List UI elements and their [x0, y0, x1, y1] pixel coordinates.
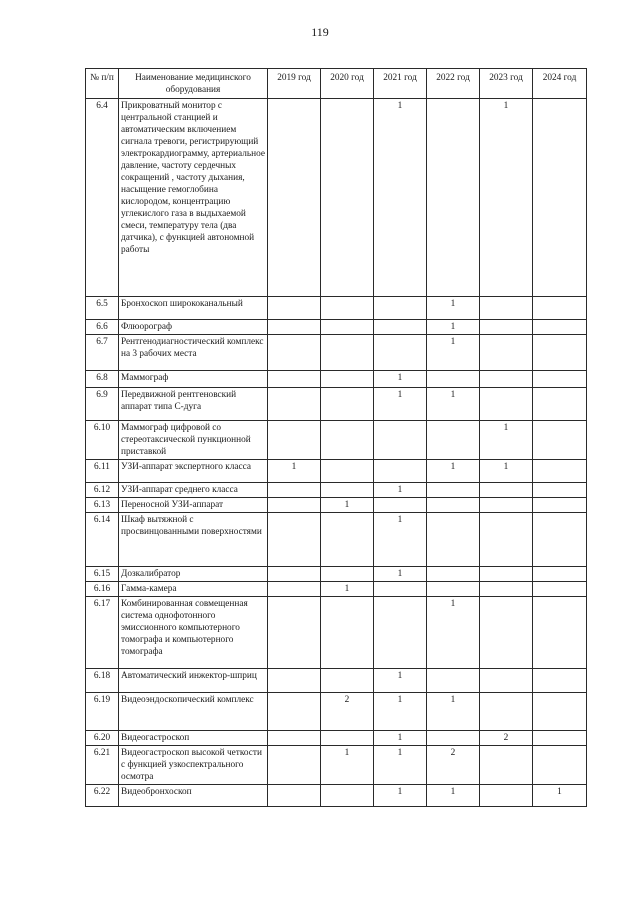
year-value: 1: [374, 785, 427, 807]
year-value: 1: [374, 371, 427, 388]
year-value: [374, 460, 427, 483]
year-value: [268, 731, 321, 746]
table-header-row: [86, 69, 587, 99]
table-row: [86, 693, 587, 731]
header-cell: Наименование медицинского оборудования: [119, 69, 268, 99]
header-cell: № п/п: [86, 69, 119, 99]
year-value: 2: [321, 693, 374, 731]
year-value: [268, 371, 321, 388]
row-number: 6.14: [86, 513, 119, 567]
year-value: [268, 669, 321, 693]
equipment-name: Бронхоскоп ширококанальный: [119, 297, 268, 320]
table-row: [86, 669, 587, 693]
header-cell: 2022 год: [427, 69, 480, 99]
year-value: 1: [427, 597, 480, 669]
equipment-name: Переносной УЗИ-аппарат: [119, 498, 268, 513]
year-value: [533, 483, 587, 498]
year-value: 1: [374, 483, 427, 498]
year-value: [427, 498, 480, 513]
year-value: [480, 513, 533, 567]
header-cell: 2021 год: [374, 69, 427, 99]
year-value: [480, 785, 533, 807]
year-value: [321, 669, 374, 693]
table-row: [86, 388, 587, 421]
equipment-name: Рентгенодиагностический комплекс на 3 рабочих места: [119, 335, 268, 371]
row-number: 6.4: [86, 99, 119, 297]
year-value: 1: [427, 388, 480, 421]
year-value: [268, 320, 321, 335]
equipment-name: Передвижной рентгеновский аппарат типа С-дуга: [119, 388, 268, 421]
equipment-name: Флюорограф: [119, 320, 268, 335]
header-cell: 2020 год: [321, 69, 374, 99]
row-number: 6.20: [86, 731, 119, 746]
year-value: [480, 498, 533, 513]
equipment-name: Прикроватный монитор с центральной станцией и автоматическим включением сигнала тревоги, регистрирующий электрокардиограмму, артериальное давление, частоту сердечных сокращений , частоту дыхания, насыщение гемоглобина кислородом, концентрацию углекислого газа в выдыхаемой смеси, температуру тела (два датчика), с функцией автономной работы: [119, 99, 268, 297]
year-value: 1: [480, 460, 533, 483]
row-number: 6.18: [86, 669, 119, 693]
year-value: [533, 99, 587, 297]
year-value: 1: [374, 99, 427, 297]
year-value: [533, 371, 587, 388]
header-cell: 2019 год: [268, 69, 321, 99]
year-value: [268, 421, 321, 460]
year-value: [480, 335, 533, 371]
year-value: [533, 498, 587, 513]
table-row: [86, 371, 587, 388]
page-number: 119: [311, 25, 329, 39]
year-value: [427, 731, 480, 746]
year-value: [427, 567, 480, 582]
year-value: [268, 388, 321, 421]
year-value: 2: [480, 731, 533, 746]
year-value: [480, 483, 533, 498]
year-value: [480, 297, 533, 320]
year-value: [480, 746, 533, 785]
year-value: [321, 731, 374, 746]
year-value: [321, 99, 374, 297]
row-number: 6.17: [86, 597, 119, 669]
year-value: [374, 421, 427, 460]
year-value: 2: [427, 746, 480, 785]
year-value: [321, 388, 374, 421]
table-row: [86, 320, 587, 335]
year-value: [321, 785, 374, 807]
year-value: [268, 513, 321, 567]
year-value: 1: [427, 785, 480, 807]
year-value: [374, 320, 427, 335]
year-value: [533, 731, 587, 746]
year-value: [533, 388, 587, 421]
year-value: [321, 335, 374, 371]
year-value: [533, 597, 587, 669]
equipment-name: УЗИ-аппарат среднего класса: [119, 483, 268, 498]
equipment-name: Видеогастроскоп высокой четкости с функцией узкоспектрального осмотра: [119, 746, 268, 785]
year-value: 1: [374, 693, 427, 731]
year-value: 1: [374, 746, 427, 785]
year-value: [427, 483, 480, 498]
year-value: [533, 567, 587, 582]
year-value: [268, 99, 321, 297]
year-value: 1: [533, 785, 587, 807]
table-row: [86, 335, 587, 371]
equipment-name: Маммограф: [119, 371, 268, 388]
equipment-name: Видеоэндоскопический комплекс: [119, 693, 268, 731]
table-row: [86, 513, 587, 567]
table-row: [86, 421, 587, 460]
year-value: [321, 513, 374, 567]
row-number: 6.16: [86, 582, 119, 597]
year-value: [533, 335, 587, 371]
row-number: 6.13: [86, 498, 119, 513]
year-value: [268, 785, 321, 807]
year-value: [268, 746, 321, 785]
table-row: [86, 483, 587, 498]
year-value: [480, 567, 533, 582]
year-value: 1: [480, 99, 533, 297]
year-value: [321, 483, 374, 498]
row-number: 6.12: [86, 483, 119, 498]
equipment-name: Автоматический инжектор-шприц: [119, 669, 268, 693]
table-row: [86, 297, 587, 320]
year-value: [480, 582, 533, 597]
year-value: [268, 335, 321, 371]
equipment-name: Шкаф вытяжной с просвинцованными поверхностями: [119, 513, 268, 567]
equipment-name: Маммограф цифровой со стереотаксической пункционной приставкой: [119, 421, 268, 460]
year-value: [427, 371, 480, 388]
table-row: [86, 460, 587, 483]
year-value: 1: [427, 460, 480, 483]
year-value: [268, 483, 321, 498]
table-row: [86, 99, 587, 297]
year-value: 1: [321, 582, 374, 597]
year-value: [533, 320, 587, 335]
year-value: [533, 746, 587, 785]
equipment-name: Комбинированная совмещенная система однофотонного эмиссионного компьютерного томографа и компьютерного томографа: [119, 597, 268, 669]
year-value: [533, 460, 587, 483]
table-row: [86, 582, 587, 597]
year-value: [268, 567, 321, 582]
year-value: [268, 597, 321, 669]
equipment-name: УЗИ-аппарат экспертного класса: [119, 460, 268, 483]
year-value: [321, 371, 374, 388]
year-value: 1: [268, 460, 321, 483]
year-value: [480, 669, 533, 693]
year-value: 1: [374, 513, 427, 567]
year-value: [321, 320, 374, 335]
year-value: 1: [427, 335, 480, 371]
row-number: 6.15: [86, 567, 119, 582]
year-value: [268, 498, 321, 513]
year-value: [533, 669, 587, 693]
year-value: [374, 498, 427, 513]
year-value: [374, 335, 427, 371]
year-value: 1: [427, 693, 480, 731]
table-row: [86, 597, 587, 669]
row-number: 6.9: [86, 388, 119, 421]
year-value: [480, 388, 533, 421]
year-value: [321, 297, 374, 320]
year-value: 1: [374, 731, 427, 746]
row-number: 6.11: [86, 460, 119, 483]
equipment-table: [85, 68, 587, 807]
year-value: [427, 669, 480, 693]
year-value: [321, 460, 374, 483]
row-number: 6.7: [86, 335, 119, 371]
year-value: 1: [374, 669, 427, 693]
table-row: [86, 498, 587, 513]
year-value: [427, 513, 480, 567]
year-value: [427, 421, 480, 460]
equipment-name: Видеобронхоскоп: [119, 785, 268, 807]
equipment-name: Видеогастроскоп: [119, 731, 268, 746]
year-value: [268, 582, 321, 597]
year-value: 1: [321, 498, 374, 513]
row-number: 6.8: [86, 371, 119, 388]
row-number: 6.19: [86, 693, 119, 731]
year-value: [533, 582, 587, 597]
header-cell: 2023 год: [480, 69, 533, 99]
row-number: 6.5: [86, 297, 119, 320]
year-value: [480, 597, 533, 669]
year-value: [268, 693, 321, 731]
year-value: 1: [480, 421, 533, 460]
year-value: 1: [374, 567, 427, 582]
year-value: [321, 597, 374, 669]
year-value: 1: [427, 320, 480, 335]
year-value: [374, 582, 427, 597]
year-value: [427, 99, 480, 297]
year-value: [321, 421, 374, 460]
year-value: [533, 513, 587, 567]
table-row: [86, 567, 587, 582]
header-cell: 2024 год: [533, 69, 587, 99]
equipment-name: Дозкалибратор: [119, 567, 268, 582]
row-number: 6.22: [86, 785, 119, 807]
year-value: [427, 582, 480, 597]
equipment-name: Гамма-камера: [119, 582, 268, 597]
table-row: [86, 785, 587, 807]
year-value: [480, 320, 533, 335]
year-value: [480, 371, 533, 388]
year-value: [480, 693, 533, 731]
year-value: [533, 693, 587, 731]
row-number: 6.21: [86, 746, 119, 785]
year-value: [268, 297, 321, 320]
year-value: [533, 421, 587, 460]
table-row: [86, 746, 587, 785]
table-row: [86, 731, 587, 746]
row-number: 6.10: [86, 421, 119, 460]
year-value: 1: [427, 297, 480, 320]
year-value: [533, 297, 587, 320]
year-value: 1: [321, 746, 374, 785]
year-value: 1: [374, 388, 427, 421]
year-value: [321, 567, 374, 582]
year-value: [374, 297, 427, 320]
row-number: 6.6: [86, 320, 119, 335]
year-value: [374, 597, 427, 669]
